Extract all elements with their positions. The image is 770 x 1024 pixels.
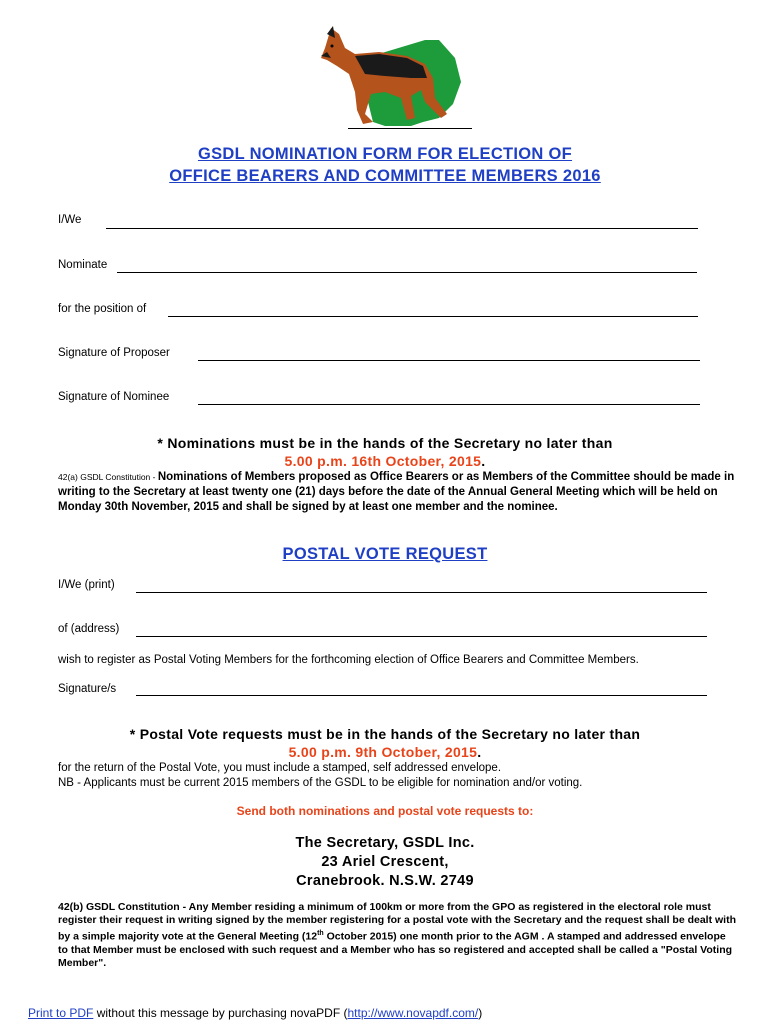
nomination-deadline-time-line: 5.00 p.m. 16th October, 2015. xyxy=(284,453,486,469)
postal-deadline-time-line: 5.00 p.m. 9th October, 2015. xyxy=(288,744,482,760)
nomination-deadline-time: 5.00 p.m. 16th October, 2015 xyxy=(284,453,482,469)
field-label-address: of (address) xyxy=(58,623,120,635)
proposer-signature-field[interactable] xyxy=(198,360,700,361)
field-label-nominee: Signature of Nominee xyxy=(58,391,170,403)
address-line1: The Secretary, GSDL Inc. xyxy=(295,835,475,851)
signatures-field[interactable] xyxy=(136,695,707,696)
position-field[interactable] xyxy=(168,316,698,317)
footer: Print to PDF without this message by purchasing novaPDF (http://www.novapdf.com/) xyxy=(28,1006,483,1020)
constitution-42a-text: Nominations of Members proposed as Office Bearers or as Members of the Committee should be made in writing to the Secretary at least twenty one (21) days before the date of the Annual General Meeting which will be held on Monday 30th November, 2015 and shall be signed by at least one member and the nominee. xyxy=(58,471,735,513)
nominee-signature-field[interactable] xyxy=(198,404,700,405)
return-note: for the return of the Postal Vote, you must include a stamped, self addressed envelope. xyxy=(58,762,502,774)
postal-vote-heading: POSTAL VOTE REQUEST xyxy=(282,545,488,563)
iwe-field[interactable] xyxy=(106,228,698,229)
address-line2: 23 Ariel Crescent, xyxy=(321,854,449,870)
field-label-proposer: Signature of Proposer xyxy=(58,347,170,359)
address-line3: Cranebrook. N.S.W. 2749 xyxy=(296,873,474,889)
postal-deadline-time: 5.00 p.m. 9th October, 2015 xyxy=(288,744,478,760)
nomination-deadline-heading: * Nominations must be in the hands of the Secretary no later than xyxy=(157,435,613,451)
constitution-42a xyxy=(58,470,736,515)
field-label-nominate: Nominate xyxy=(58,259,108,271)
nb-note: NB - Applicants must be current 2015 members of the GSDL to be eligible for nomination and/or voting. xyxy=(58,777,583,789)
form-title-line1: GSDL NOMINATION FORM FOR ELECTION OF xyxy=(197,145,573,163)
field-label-iwe: I/We xyxy=(58,214,82,226)
form-title-line2: OFFICE BEARERS AND COMMITTEE MEMBERS 2016 xyxy=(169,167,601,185)
print-to-pdf-link[interactable]: Print to PDF xyxy=(28,1006,94,1020)
constitution-42a-ref: 42(a) GSDL Constitution - xyxy=(58,472,158,482)
iwe-print-field[interactable] xyxy=(136,592,707,593)
field-label-signatures: Signature/s xyxy=(58,683,117,695)
novapdf-link[interactable]: http://www.novapdf.com/ xyxy=(347,1006,479,1020)
nominate-field[interactable] xyxy=(117,272,697,273)
field-label-position: for the position of xyxy=(58,303,147,315)
constitution-42b: 42(b) GSDL Constitution - Any Member residing a minimum of 100km or more from the GPO as registered in the electoral role must register their request in writing signed by the member registering for a postal vote with the Secretary and the request shall be dealt with by a simple majority vote at the General Meeting (12th October 2015) one month prior to the AGM . A stamped and addressed envelope to that Member must be enclosed with such request and a Member who has so registered and accepted shall be called a "Postal Voting Member". xyxy=(58,901,736,969)
address-field[interactable] xyxy=(136,636,707,637)
postal-wish-text: wish to register as Postal Voting Members for the forthcoming election of Office Bearers and Committee Members. xyxy=(58,654,639,666)
send-to-heading: Send both nominations and postal vote requests to: xyxy=(236,804,534,818)
field-label-iwe-print: I/We (print) xyxy=(58,579,115,591)
gsdl-logo xyxy=(315,18,465,132)
postal-deadline-heading: * Postal Vote requests must be in the hands of the Secretary no later than xyxy=(129,726,641,742)
logo-underline xyxy=(348,128,472,129)
